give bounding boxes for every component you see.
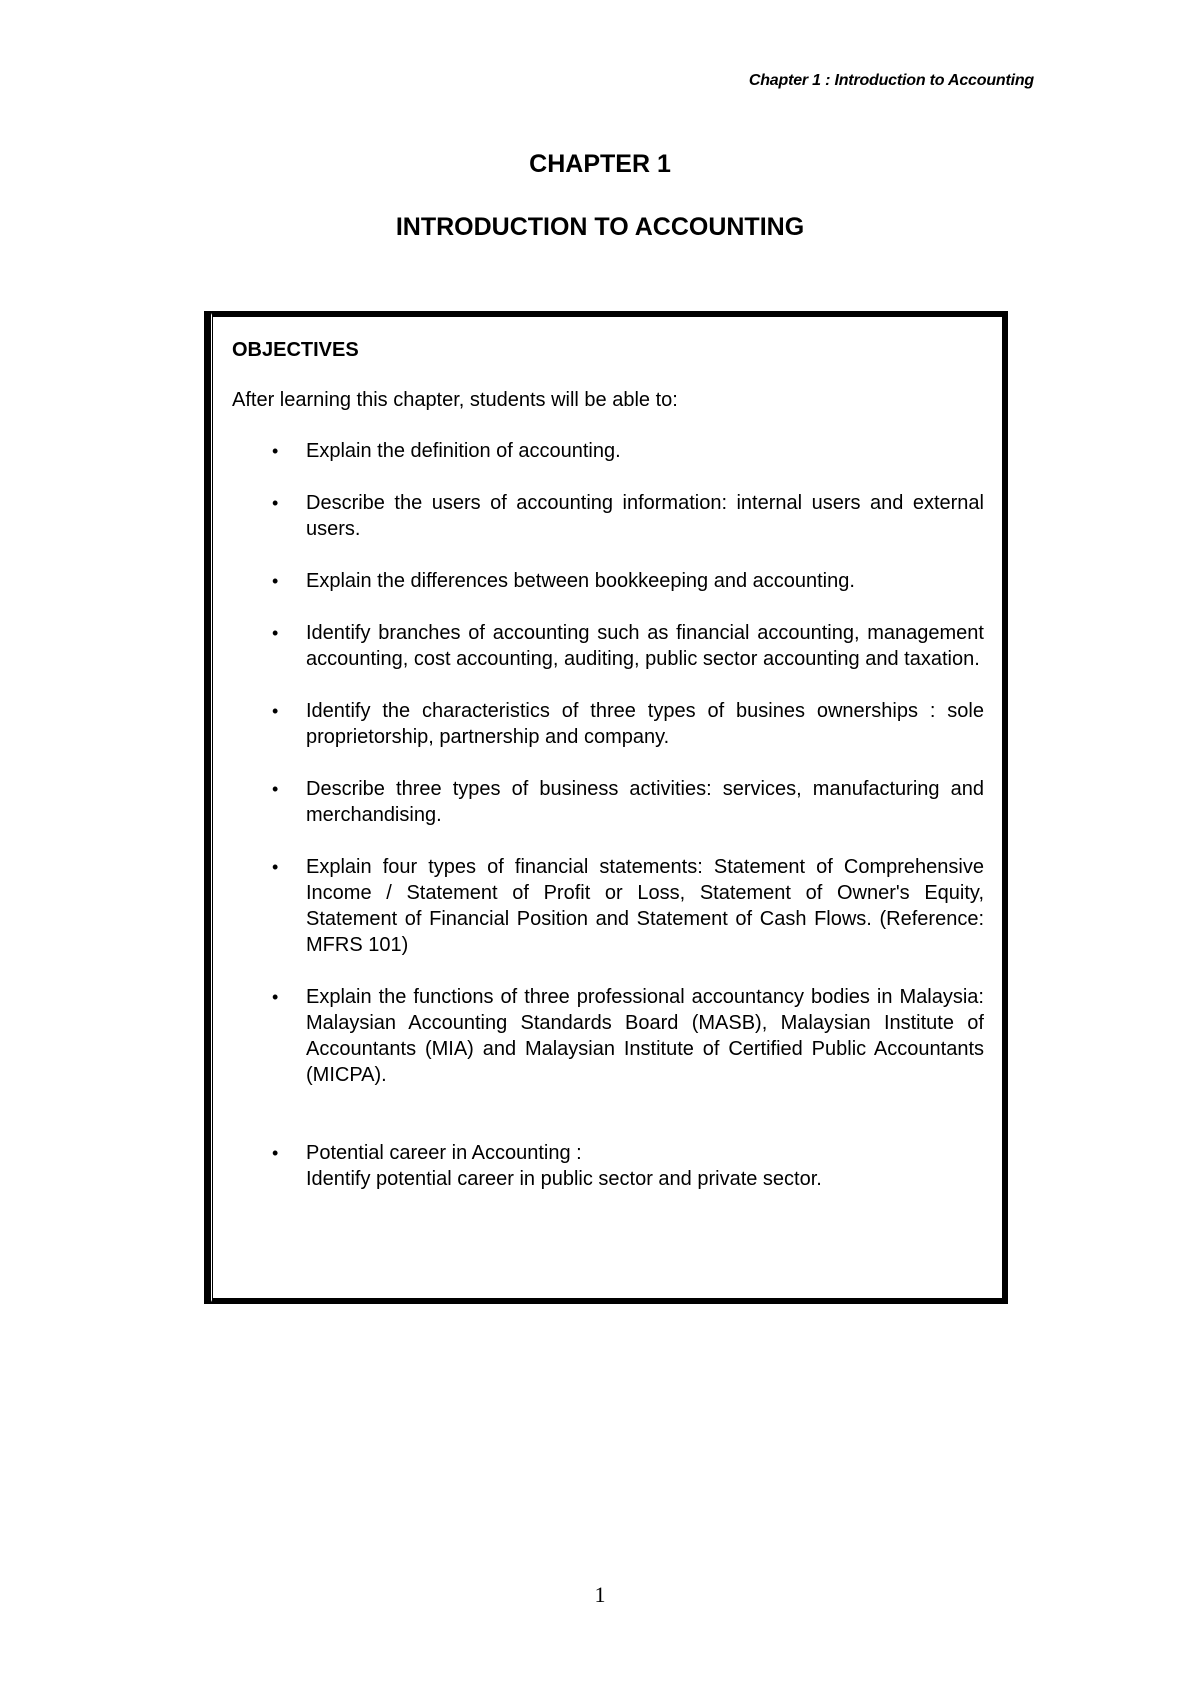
chapter-title: INTRODUCTION TO ACCOUNTING [395,213,805,241]
bullet-icon: • [272,571,279,591]
objective-text: Potential career in Accounting : [306,1142,582,1164]
objectives-intro: After learning this chapter, students will be able to: [232,389,678,411]
objective-text: Explain the differences between bookkeeping and accounting. [306,570,855,592]
objective-text-continued: Identify potential career in public sector and private sector. [306,1168,822,1190]
bullet-icon: • [272,701,279,721]
list-item [232,1140,984,1192]
bullet-icon: • [272,1143,279,1163]
objective-text: Describe three types of business activities: services, manufacturing and merchandising. [306,778,984,826]
bullet-icon: • [272,987,279,1007]
page-number: 1 [594,1582,606,1607]
objective-text: Explain the functions of three professional accountancy bodies in Malaysia: Malaysian Accounting Standards Board (MASB), Malaysian Institute of Accountants (MIA) and Malaysian Institute of Certified Public Accountants (MICPA). [306,986,984,1086]
list-item [232,776,984,828]
objective-text: Explain four types of financial statements: Statement of Comprehensive Income / Statement of Profit or Loss, Statement of Owner's Equity, Statement of Financial Position and Statement of Cash Flows. (Reference: MFRS 101) [306,856,984,956]
bullet-icon: • [272,779,279,799]
objective-list [232,438,984,1192]
list-item [232,490,984,542]
list-item [232,984,984,1088]
bullet-icon: • [272,623,279,643]
objectives-box [210,311,1008,1304]
list-item [232,698,984,750]
list-item [232,854,984,958]
objective-text: Identify the characteristics of three types of busines ownerships : sole proprietorship, partnership and company. [306,700,984,748]
objective-text: Identify branches of accounting such as financial accounting, management accounting, cost accounting, auditing, public sector accounting and taxation. [306,622,984,670]
objective-text: Describe the users of accounting information: internal users and external users. [306,492,984,540]
running-header: Chapter 1 : Introduction to Accounting [748,72,1034,89]
bullet-icon: • [272,857,279,877]
objectives-content [232,337,984,1218]
objectives-heading: OBJECTIVES [232,339,359,361]
objective-text: Explain the definition of accounting. [306,440,621,462]
bullet-icon: • [272,441,279,461]
chapter-number: CHAPTER 1 [529,150,671,178]
bullet-icon: • [272,493,279,513]
list-item [232,620,984,672]
list-item [232,438,984,464]
list-item [232,568,984,594]
